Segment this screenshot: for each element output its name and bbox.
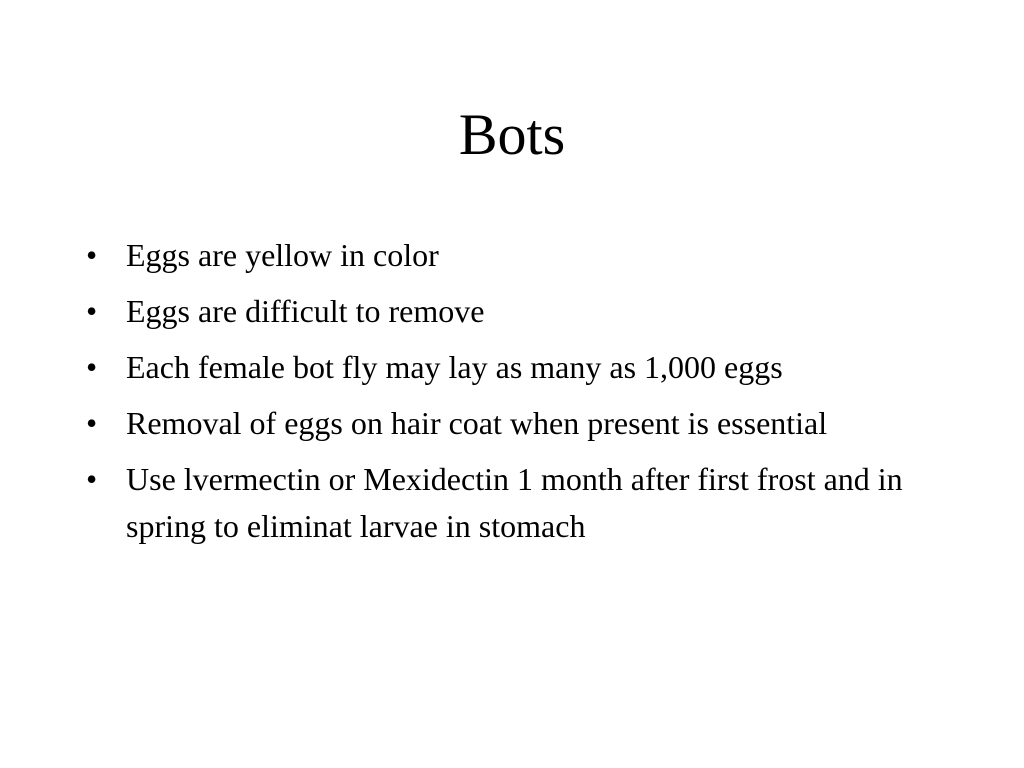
bullet-icon: • [86,405,98,441]
bullet-item [86,400,946,447]
bullet-icon: • [86,349,98,385]
bullet-icon: • [86,293,98,329]
bullet-text: Removal of eggs on hair coat when present is essential [126,405,828,441]
bullet-item [86,456,946,550]
bullet-text: Eggs are yellow in color [126,237,439,273]
slide-title: Bots [458,102,566,167]
bullet-item [86,232,946,279]
bullet-icon: • [86,461,98,497]
bullet-list [86,232,946,559]
bullet-text: Each female bot fly may lay as many as 1,000 eggs [126,349,783,385]
bullet-text: Use lvermectin or Mexidectin 1 month after first frost and in spring to eliminat larvae in stomach [126,461,903,544]
bullet-item [86,344,946,391]
bullet-item [86,288,946,335]
bullet-icon: • [86,237,98,273]
bullet-text: Eggs are difficult to remove [126,293,485,329]
